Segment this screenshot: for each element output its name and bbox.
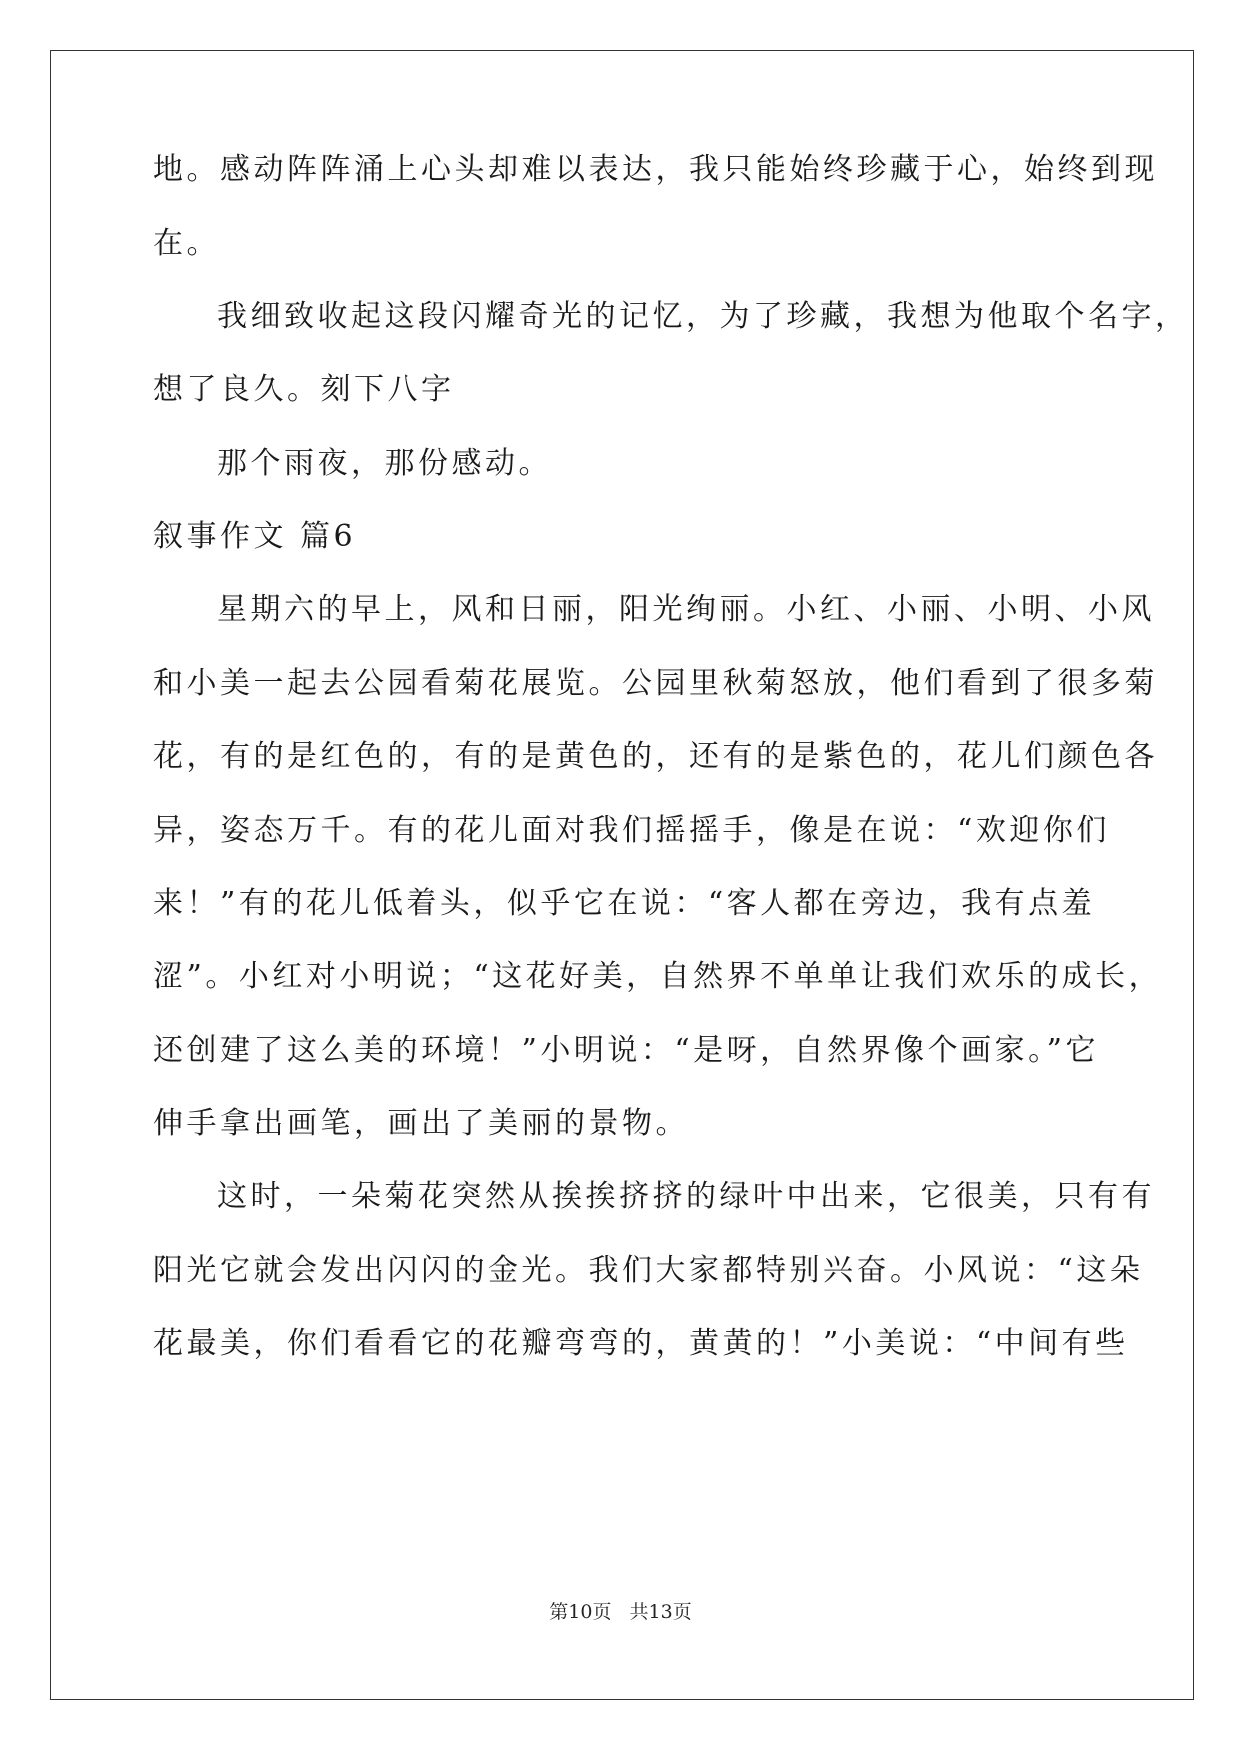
text-line: 阳光它就会发出闪闪的金光。我们大家都特别兴奋。小风说：“这朵 [153, 1253, 1144, 1288]
text-line: 我细致收起这段闪耀奇光的记忆，为了珍藏，我想为他取个名字， [217, 299, 1189, 334]
text-line: 星期六的早上，风和日丽，阳光绚丽。小红、小丽、小明、小风 [217, 592, 1155, 627]
text-line: 想了良久。刻下八字 [153, 372, 455, 407]
text-line: 花，有的是红色的，有的是黄色的，还有的是紫色的，花儿们颜色各 [153, 739, 1158, 774]
text-line: 异，姿态万千。有的花儿面对我们摇摇手，像是在说：“欢迎你们 [153, 813, 1110, 848]
text-line: 伸手拿出画笔，画出了美丽的景物。 [153, 1106, 689, 1141]
page-number: 第10页 [549, 1601, 612, 1623]
text-line: 涩”。小红对小明说；“这花好美，自然界不单单让我们欢乐的成长， [153, 959, 1163, 994]
text-line: 在。 [153, 226, 220, 261]
page-total: 共13页 [629, 1601, 692, 1623]
text-line: 花最美，你们看看它的花瓣弯弯的，黄黄的！”小美说：“中间有些 [153, 1326, 1129, 1361]
section-heading: 叙事作文 篇6 [153, 519, 357, 554]
page-footer [0, 1600, 1241, 1624]
text-line: 那个雨夜，那份感动。 [217, 446, 552, 481]
text-line: 这时，一朵菊花突然从挨挨挤挤的绿叶中出来，它很美，只有有 [217, 1179, 1155, 1214]
text-line: 来！”有的花儿低着头，似乎它在说：“客人都在旁边，我有点羞 [153, 886, 1096, 921]
page-border [50, 50, 1194, 1700]
text-line: 地。感动阵阵涌上心头却难以表达，我只能始终珍藏于心，始终到现 [153, 152, 1158, 187]
text-line: 和小美一起去公园看菊花展览。公园里秋菊怒放，他们看到了很多菊 [153, 666, 1158, 701]
text-line: 还创建了这么美的环境！”小明说：“是呀，自然界像个画家。”它 [153, 1033, 1100, 1068]
